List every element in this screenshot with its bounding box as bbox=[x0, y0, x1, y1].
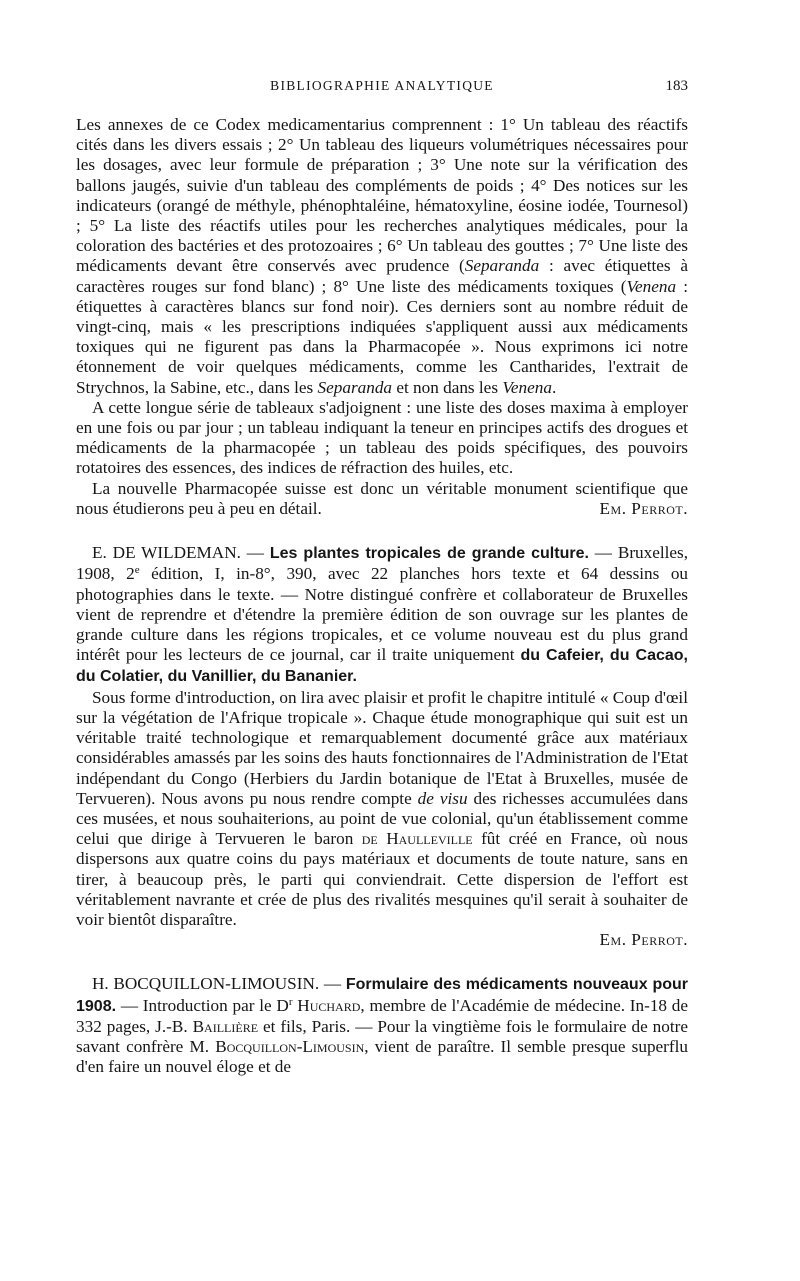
review-author: H. BOCQUILLON-LIMOUSIN. bbox=[92, 974, 320, 994]
review-bocquillon-limousin: H. BOCQUILLON-LIMOUSIN. — Formulaire des médicaments nouveaux pour 1908. — Introduction par le $D^r$ Huchard, membre de l'Académie de médecine. In-18 de 332 pages, J.-B. Baillière et fils, Paris. — Pour la vingtième fois le formulaire de notre savant confrère M. Bocquillon-Limousin, vient de paraître. Il semble presque superflu d'en faire un nouvel éloge et de bbox=[76, 974, 689, 1077]
haulleville-name: de Haulleville bbox=[361, 829, 473, 849]
wildeman-paragraph-2: Sous forme d'introduction, on lira avec plaisir et profit le chapitre intitulé « Coup d'œil sur la végétation de l'Afrique tropicale ». Chaque étude monographique qui suit est un véritable traité technologique et remarquablement documenté grâce aux matériaux considérables amassés par les soins des hauts fonctionnaires de l'Administration de l'Etat indépendant du Congo (Herbiers du Jardin botanique de l'Etat à Bruxelles, musée de Tervueren). Nous avons pu nous rendre compte de visu des richesses accumulées dans ces musées, et nous souhaiterions, au point de vue colonial, qu'un établissement comme celui que dirige à Tervueren le baron de Haulleville fût créé en France, où nous dispersons aux quatre coins du pays matériaux et documents de toute nature, sans en tirer, à beaucoup près, le parti qui conviendrait. Cette dispersion de l'effort est véritablement navrante et crée de plus des rivalités mesquines qu'il serait à souhaiter de voir bientôt disparaître. bbox=[76, 687, 688, 929]
signature-perrot: Em. Perrot. bbox=[599, 499, 688, 519]
review-title: Les plantes tropicales de grande culture. bbox=[269, 545, 589, 563]
codex-annexes-paragraph: Les annexes de ce Codex medicamentarius comprennent : 1° Un tableau des réactifs cités dans les divers essais ; 2° Un tableau des liqueurs volumétriques nécessaires pour les dosages, avec leur formule de préparation ; 3° Une note sur la vérification des ballons jaugés, suivie d'un tableau des compléments de poids ; 4° Des notices sur les indicateurs (orangé de méthyle, phénophtaléine, hématoxyline, éosine iodée, Tournesol) ; 5° La liste des réactifs utiles pour les recherches analytiques médicales, pour la coloration des bactéries et des protozoaires ; 6° Un tableau des gouttes ; 7° Une liste des médicaments devant être conservés avec prudence (Separanda : avec étiquettes à caractères rouges sur fond blanc) ; 8° Une liste des médicaments toxiques (Venena : étiquettes à caractères blancs sur fond noir). Ces derniers sont au nombre réduit de vingt-cinq, mais « les prescriptions indiquées s'appliquent aussi aux médicaments toxiques qui ne figurent pas dans la Pharmacopée ». Nous exprimons ici notre étonnement de voir quelques médicaments, comme les Cantharides, l'extrait de Strychnos, la Sabine, etc., dans les Separanda et non dans les Venena. bbox=[76, 115, 688, 397]
venena-term: Venena bbox=[502, 377, 552, 397]
separanda-term: Separanda bbox=[317, 377, 393, 397]
running-header bbox=[76, 78, 688, 98]
separanda-term: Separanda bbox=[464, 256, 540, 276]
review-de-wildeman: E. DE WILDEMAN. — Les plantes tropicales de grande culture. — Bruxelles, 1908, 2e édition, I, in-8°, 390, avec 22 planches hors texte et 64 dessins ou photographies dans le texte. — Notre distingué confrère et collaborateur de Bruxelles vient de reprendre et d'étendre la première édition de son ouvrage sur les plantes de grande culture dans les régions tropicales, et ce volume nouveau est du plus grand intérêt pour les lecteurs de ce journal, car il traite uniquement du Cafeier, du Cacao, du Colatier, du Vanillier, du Bananier. bbox=[76, 543, 689, 686]
review-author: E. DE WILDEMAN. bbox=[92, 543, 241, 563]
review-title: Formulaire des médicaments nouveaux pour 1908. bbox=[76, 976, 689, 1015]
signature-perrot: Em. Perrot. bbox=[599, 930, 688, 950]
page-number: 183 bbox=[665, 78, 688, 94]
author-mention: Bocquillon-Limousin bbox=[215, 1036, 365, 1056]
tables-paragraph: A cette longue série de tableaux s'adjoignent : une liste des doses maxima à employer en une fois ou par jour ; un tableau indiquant la teneur en principes actifs des drogues et médicaments de la pharmacopée ; un tableau des poids spécifiques, des pouvoirs rotatoires des essences, des indices de réfraction des huiles, etc. bbox=[76, 397, 688, 478]
body-text bbox=[76, 115, 688, 1077]
huchard-name: Huchard bbox=[297, 995, 361, 1015]
venena-term: Venena bbox=[626, 276, 677, 296]
running-title: BIBLIOGRAPHIE ANALYTIQUE bbox=[270, 78, 494, 93]
conclusion-paragraph: La nouvelle Pharmacopée suisse est donc un véritable monument scientifique que nous étudierons peu à peu en détail. bbox=[76, 478, 688, 518]
publisher-name: Baillière bbox=[192, 1016, 259, 1036]
de-visu-term: de visu bbox=[417, 788, 468, 808]
crop-list: du Cafeier, du Cacao, du Colatier, du Vanillier, du Bananier. bbox=[76, 647, 688, 686]
